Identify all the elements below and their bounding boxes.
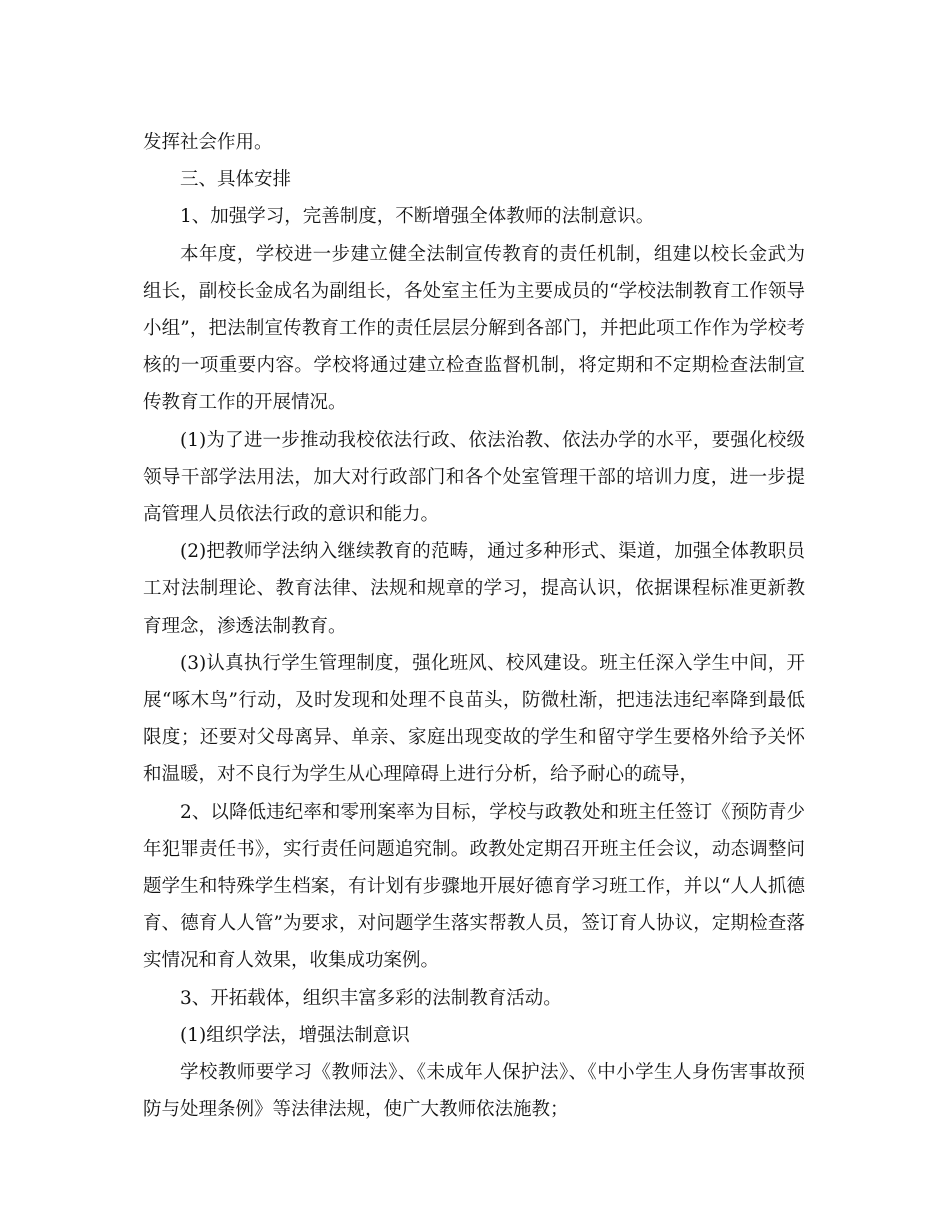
paragraph: 本年度，学校进一步建立健全法制宣传教育的责任机制，组建以校长金武为组长，副校长金成名为副组长，各处室主任为主要成员的“学校法制教育工作领导小组”，把法制宣传教育工作的责任层层分解到各部门，并把此项工作作为学校考核的一项重要内容。学校将通过建立检查监督机制，将定期和不定期检查法制宣传教育工作的开展情况。	[143, 243, 805, 414]
subsection-heading: 3、开拓载体，组织丰富多彩的法制教育活动。	[180, 987, 562, 1009]
section-heading: 三、具体安排	[180, 169, 292, 191]
subsection-heading: 1、加强学习，完善制度，不断增强全体教师的法制意识。	[180, 206, 655, 228]
list-item: (2)把教师学法纳入继续教育的范畴，通过多种形式、渠道，加强全体教职员工对法制理论、教育法律、法规和规章的学习，提高认识，依据课程标准更新教育理念，渗透法制教育。	[143, 541, 805, 637]
list-item: (1)为了进一步推动我校依法行政、依法治教、依法办学的水平，要强化校级领导干部学法用法，加大对行政部门和各个处室管理干部的培训力度，进一步提高管理人员依法行政的意识和能力。	[143, 429, 805, 526]
list-item: (1)组织学法，增强法制意识	[180, 1024, 410, 1046]
list-item: (3)认真执行学生管理制度，强化班风、校风建设。班主任深入学生中间，开展“啄木鸟”行动，及时发现和处理不良苗头，防微杜渐，把违法违纪率降到最低限度；还要对父母离异、单亲、家庭出现变故的学生和留守学生要格外给予关怀和温暖，对不良行为学生从心理障碍上进行分析，给予耐心的疏导，	[143, 652, 805, 786]
subsection-heading: 2、以降低违纪率和零刑案率为目标，学校与政教处和班主任签订《预防青少年犯罪责任书》，实行责任问题追究制。政教处定期召开班主任会议，动态调整问题学生和特殊学生档案，有计划有步骤地开展好德育学习班工作，并以“人人抓德育、德育人人管”为要求，对问题学生落实帮教人员，签订育人协议，定期检查落实情况和育人效果，收集成功案例。	[143, 801, 805, 972]
document-body	[143, 124, 805, 1128]
paragraph: 发挥社会作用。	[143, 132, 273, 153]
paragraph: 学校教师要学习《教师法》、《未成年人保护法》、《中小学生人身伤害事故预防与处理条例》等法律法规，使广大教师依法施教；	[143, 1062, 805, 1121]
